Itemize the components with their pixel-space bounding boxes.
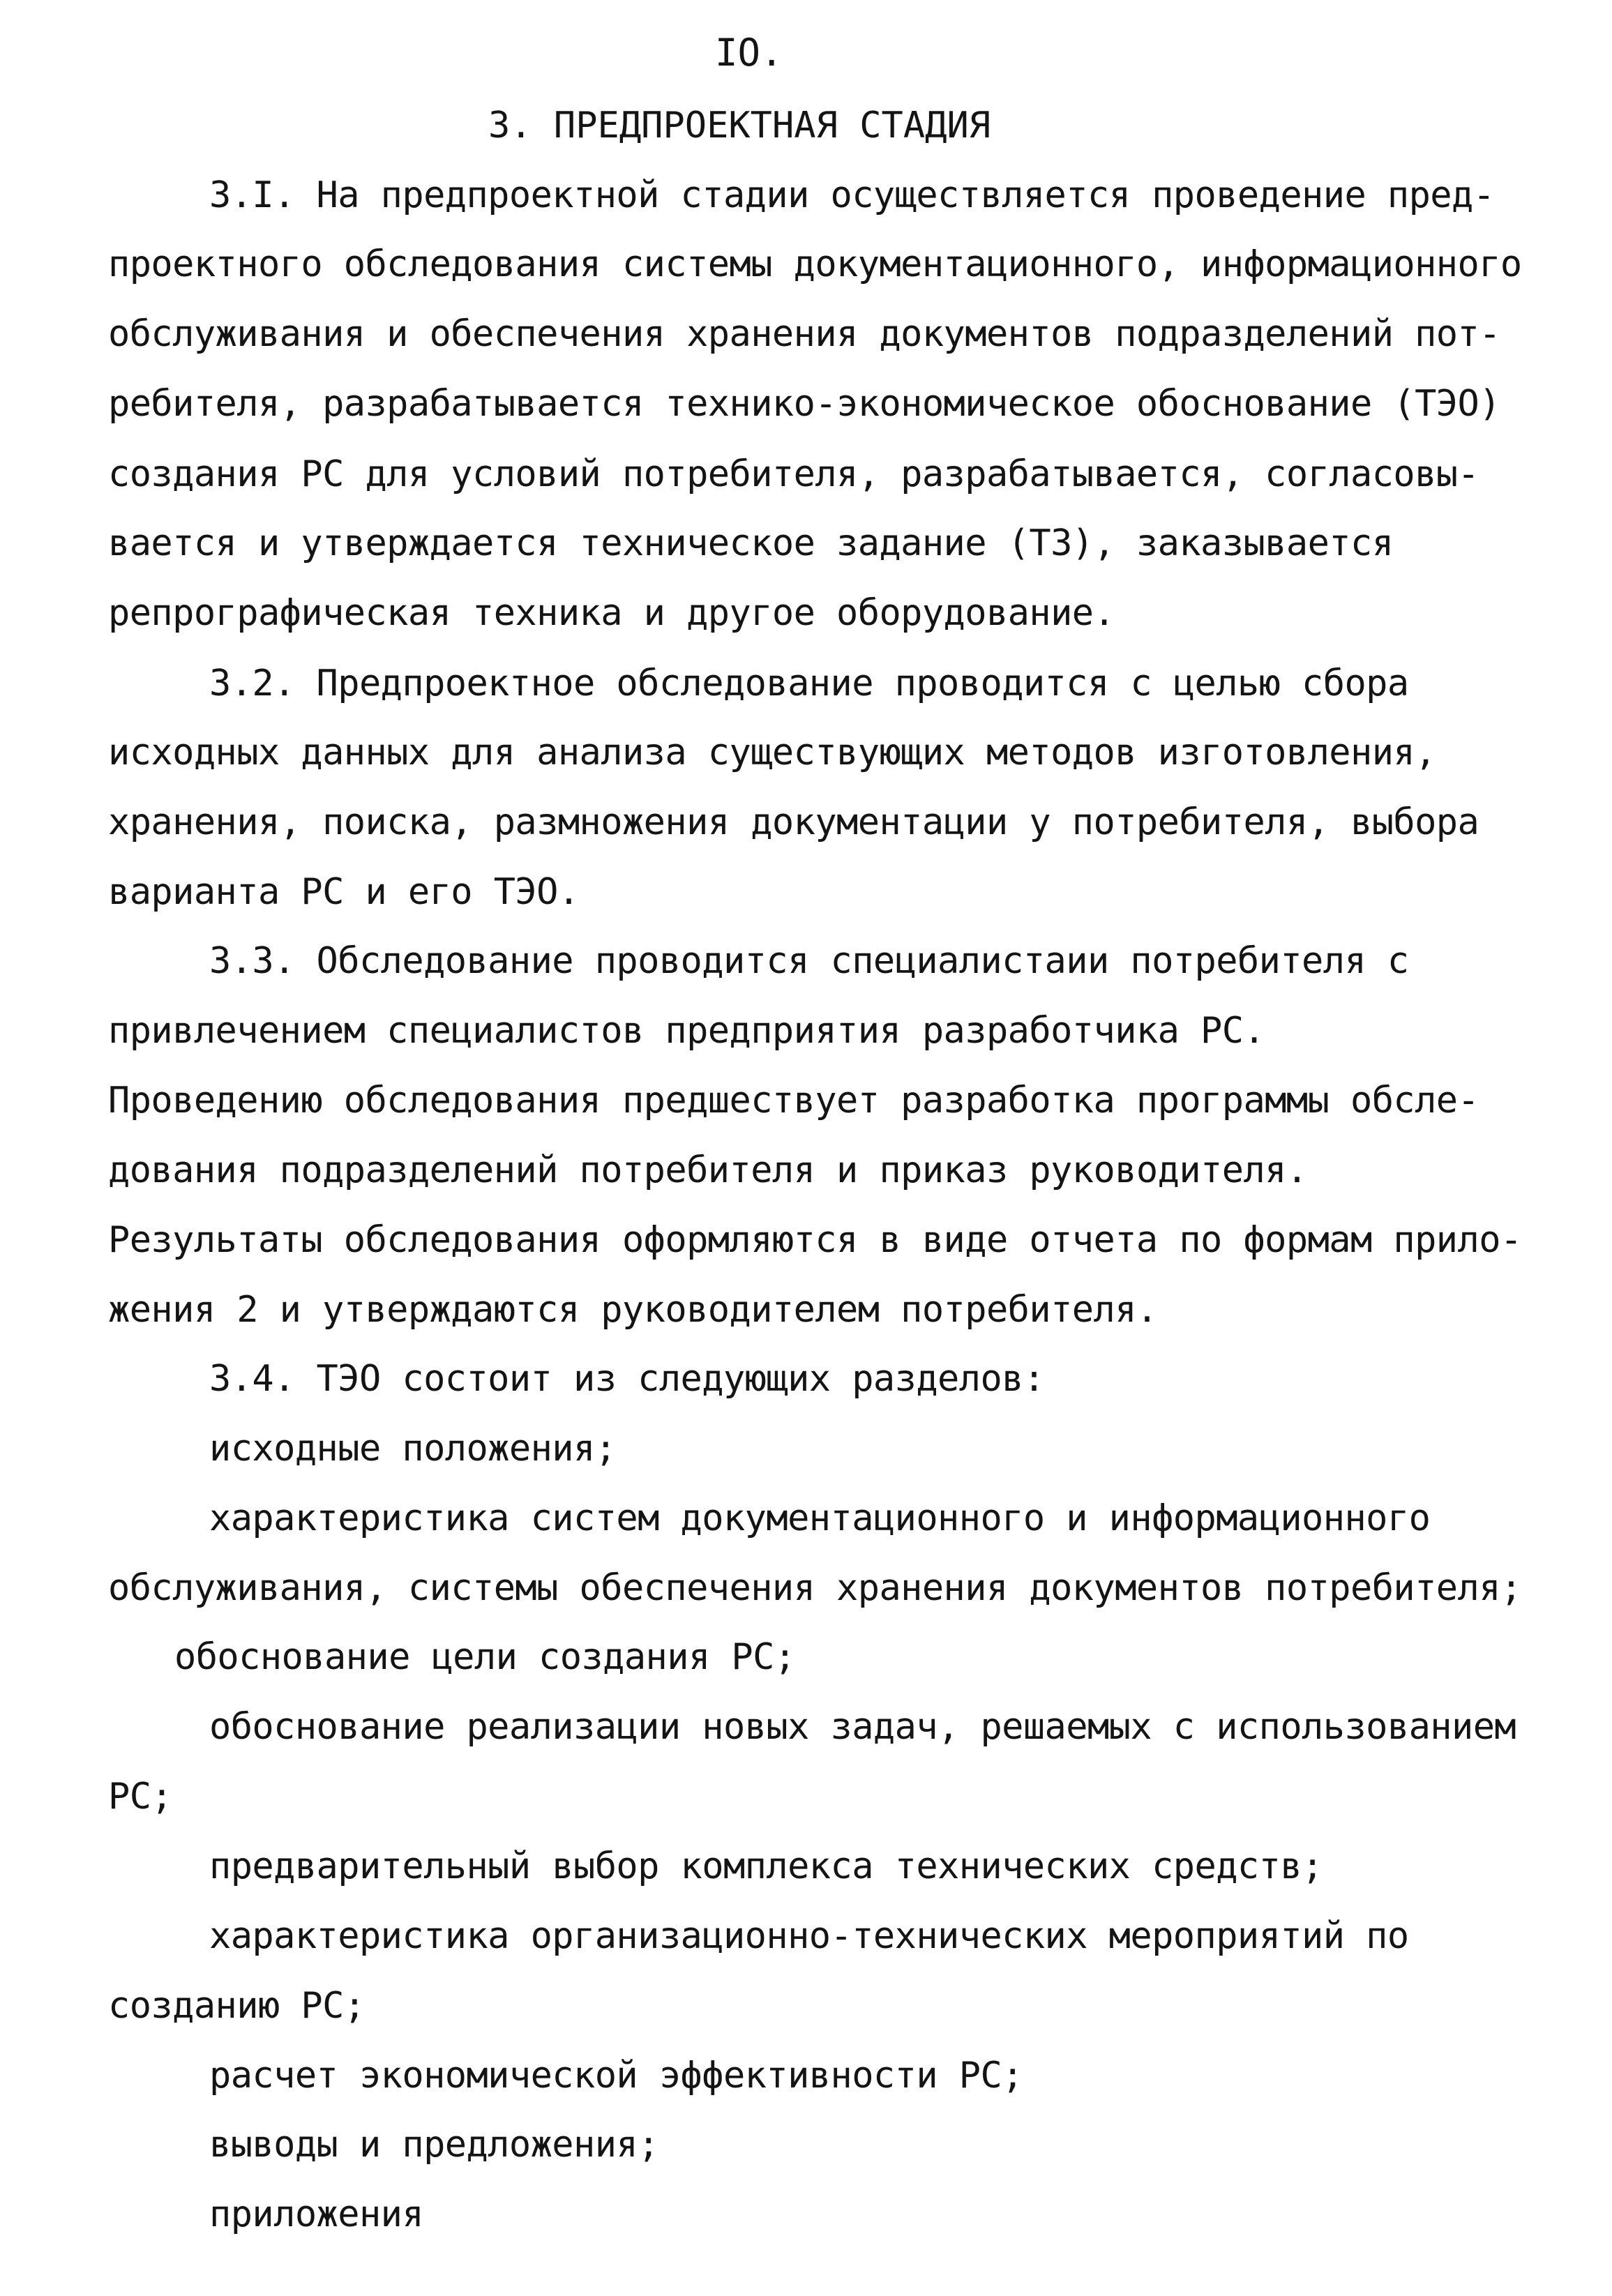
paragraph-3-3-line-1: 3.3. Обследование проводится специалистаии потребителя с [209, 940, 1409, 982]
paragraph-3-4-line-11: расчет экономической эффективности РС; [209, 2055, 1023, 2097]
paragraph-3-1-line-3: обслуживания и обеспечения хранения документов подразделений пот- [108, 313, 1500, 355]
paragraph-3-4-line-7: РС; [108, 1776, 173, 1818]
paragraph-3-4-line-6: обоснование реализации новых задач, решаемых с использованием [209, 1706, 1516, 1748]
paragraph-3-3-line-3: Проведению обследования предшествует разработка программы обсле- [108, 1080, 1479, 1121]
paragraph-3-1-line-5: создания РС для условий потребителя, разрабатывается, согласовы- [108, 453, 1479, 495]
paragraph-3-1-line-4: ребителя, разрабатывается технико-экономическое обоснование (ТЭО) [108, 383, 1500, 425]
paragraph-3-2-line-3: хранения, поиска, размножения документации у потребителя, выбора [108, 801, 1479, 843]
paragraph-3-4-line-9: характеристика организационно-технических мероприятий по [209, 1915, 1409, 1957]
paragraph-3-4-line-4: обслуживания, системы обеспечения хранения документов потребителя; [108, 1567, 1522, 1609]
paragraph-3-1-line-1: 3.I. На предпроектной стадии осуществляется проведение пред- [209, 174, 1495, 216]
paragraph-3-4-line-8: предварительный выбор комплекса технических средств; [209, 1845, 1323, 1887]
paragraph-3-3-line-4: дования подразделений потребителя и приказ руководителя. [108, 1149, 1308, 1191]
paragraph-3-1-line-6: вается и утверждается техническое задание (ТЗ), заказывается [108, 522, 1394, 564]
paragraph-3-2-line-2: исходных данных для анализа существующих методов изготовления, [108, 732, 1436, 773]
paragraph-3-3-line-6: жения 2 и утверждаются руководителем потребителя. [108, 1289, 1158, 1331]
paragraph-3-2-line-1: 3.2. Предпроектное обследование проводится с целью сбора [209, 663, 1409, 704]
paragraph-3-1-line-7: репрографическая техника и другое оборудование. [108, 592, 1115, 634]
page-number: IO. [715, 31, 783, 75]
section-title: 3. ПРЕДПРОЕКТНАЯ СТАДИЯ [488, 105, 991, 146]
paragraph-3-4-line-5: обоснование цели создания РС; [174, 1636, 796, 1678]
paragraph-3-4-line-3: характеристика систем документационного и информационного [209, 1497, 1431, 1539]
paragraph-3-3-line-5: Результаты обследования оформляются в виде отчета по формам прило- [108, 1219, 1522, 1261]
paragraph-3-4-line-2: исходные положения; [209, 1428, 617, 1470]
paragraph-3-3-line-2: привлечением специалистов предприятия разработчика РС. [108, 1010, 1265, 1052]
paragraph-3-4-line-12: выводы и предложения; [209, 2124, 659, 2166]
paragraph-3-4-line-1: 3.4. ТЭО состоит из следующих разделов: [209, 1358, 1045, 1400]
paragraph-3-4-line-13: приложения [209, 2193, 424, 2235]
paragraph-3-4-line-10: созданию РС; [108, 1985, 366, 2027]
paragraph-3-2-line-4: варианта РС и его ТЭО. [108, 871, 580, 913]
paragraph-3-1-line-2: проектного обследования системы документационного, информационного [108, 243, 1522, 285]
